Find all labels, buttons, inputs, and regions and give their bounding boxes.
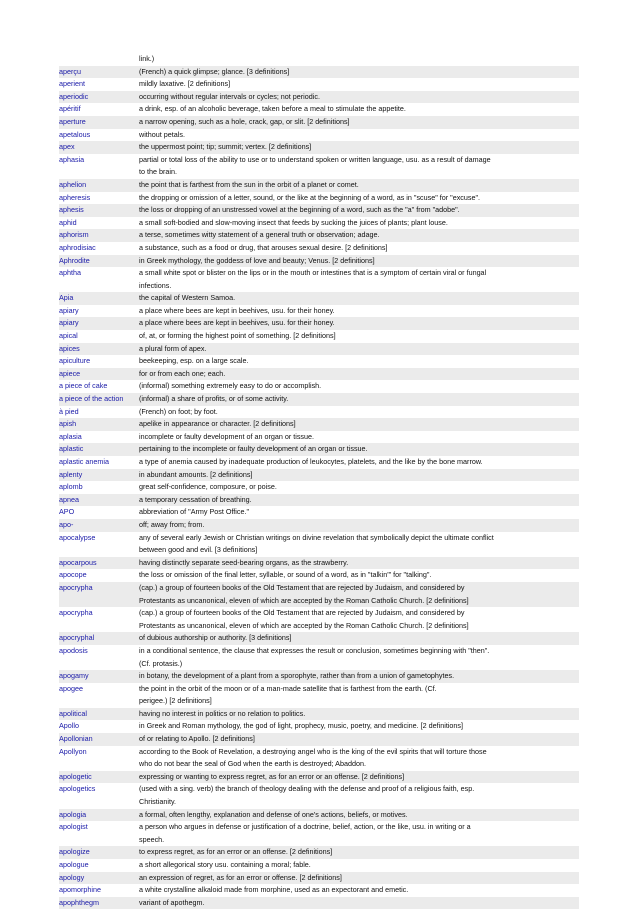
entry-term: a piece of the action [59,394,124,404]
dictionary-entry [59,343,579,356]
definition-line: abbreviation of "Army Post Office." [139,507,250,517]
entry-term: aphorism [59,230,89,240]
definition-line: incomplete or faulty development of an organ or tissue. [139,431,314,441]
definition-line: variant of apothegm. [139,897,205,907]
entry-definition [139,66,579,79]
entry-term: apologetic [59,771,92,781]
dictionary-entry [59,519,579,532]
dictionary-entry [59,179,579,192]
definition-line: off; away from; from. [139,519,205,529]
entry-definition [139,708,579,721]
entry-definition [139,519,579,532]
definition-line: in Greek mythology, the goddess of love and beauty; Venus. [2 definitions] [139,255,375,265]
dictionary-entry [59,506,579,519]
dictionary-entry [59,708,579,721]
dictionary-entry [59,569,579,582]
entry-definition [139,141,579,154]
entry-term: aplomb [59,482,83,492]
dictionary-entry [59,771,579,784]
definition-line: the dropping or omission of a letter, sound, or the like at the beginning of a word, as in "scuse" for "excuse". [139,192,481,202]
dictionary-entry [59,380,579,393]
dictionary-entry [59,154,579,179]
definition-line: Protestants as uncanonical, eleven of which are accepted by the Roman Catholic Church. [2 definitions] [139,620,469,630]
entry-term: apnea [59,494,79,504]
entry-term: apices [59,343,80,353]
entry-definition [139,884,579,897]
entry-term: apologist [59,822,88,832]
dictionary-entry [59,53,579,66]
definition-line: Christianity. [139,797,177,807]
definition-line: a terse, sometimes witty statement of a general truth or observation; adage. [139,230,380,240]
entry-definition [139,418,579,431]
entry-definition [139,897,579,909]
entry-definition [139,783,579,808]
definition-line: the capital of Western Samoa. [139,293,236,303]
entry-term: apomorphine [59,885,101,895]
dictionary-page [59,53,579,909]
entry-term: Aphrodite [59,255,90,265]
definition-line: speech. [139,834,165,844]
dictionary-entry [59,267,579,292]
entry-definition [139,670,579,683]
entry-term: aphesis [59,205,84,215]
definition-line: apelike in appearance or character. [2 definitions] [139,419,296,429]
definition-line: between good and evil. [3 definitions] [139,545,258,555]
entry-definition [139,443,579,456]
definition-line: to the brain. [139,167,177,177]
dictionary-entry [59,859,579,872]
entry-term: aperiodic [59,91,89,101]
dictionary-entry [59,242,579,255]
entry-term: Apollo [59,721,79,731]
definition-line: occurring without regular intervals or cycles; not periodic. [139,91,320,101]
dictionary-entry [59,582,579,607]
dictionary-entry [59,292,579,305]
definition-line: the loss or dropping of an unstressed vowel at the beginning of a word, such as the "a" from "adobe". [139,205,460,215]
definition-line: a white crystalline alkaloid made from morphine, used as an expectorant and emetic. [139,885,409,895]
dictionary-entry [59,720,579,733]
entry-term: aphtha [59,268,81,278]
entry-definition [139,305,579,318]
dictionary-entry [59,368,579,381]
entry-definition [139,771,579,784]
entry-term: aplenty [59,469,83,479]
dictionary-entry [59,872,579,885]
entry-term: aperçu [59,66,81,76]
dictionary-entry [59,846,579,859]
entry-definition [139,53,579,66]
dictionary-entry [59,809,579,822]
definition-line: an expression of regret, as for an error or offense. [2 definitions] [139,872,342,882]
entry-term: apophthegm [59,897,99,907]
entry-definition [139,368,579,381]
entry-term: apheresis [59,192,91,202]
entry-definition [139,582,579,607]
entry-term: apex [59,142,75,152]
definition-line: in botany, the development of a plant from a sporophyte, rather than from a union of gametophytes. [139,671,455,681]
definition-line: infections. [139,280,172,290]
dictionary-entry [59,431,579,444]
entry-definition [139,78,579,91]
dictionary-entry [59,116,579,129]
dictionary-entry [59,557,579,570]
entry-definition [139,821,579,846]
entry-term: apogee [59,683,83,693]
definition-line: a small soft-bodied and slow-moving insect that feeds by sucking the juices of plants; plant louse. [139,217,448,227]
dictionary-entry [59,746,579,771]
definition-line: a small white spot or blister on the lips or in the mouth or intestines that is a symptom of certain viral or fungal [139,268,487,278]
definition-line: a place where bees are kept in beehives, usu. for their honey. [139,305,335,315]
entry-term: apéritif [59,104,81,114]
entry-term: apical [59,331,78,341]
definition-line: any of several early Jewish or Christian writings on divine revelation that symbolically depict the ultimate conflict [139,532,494,542]
entry-definition [139,456,579,469]
entry-term: apocarpous [59,557,97,567]
entry-term: apo- [59,519,74,529]
definition-line: a substance, such as a food or drug, that arouses sexual desire. [2 definitions] [139,242,388,252]
entry-definition [139,154,579,179]
definition-line: link.) [139,54,155,63]
entry-term: apocryphal [59,633,95,643]
definition-line: a temporary cessation of breathing. [139,494,252,504]
dictionary-entry [59,443,579,456]
dictionary-entry [59,481,579,494]
entry-term: apogamy [59,671,89,681]
entry-term: aplastic [59,444,84,454]
entry-definition [139,532,579,557]
dictionary-entry [59,204,579,217]
definition-line: partial or total loss of the ability to use or to understand spoken or written language, usu. as a result of damage [139,154,491,164]
dictionary-entry [59,78,579,91]
entry-term: apocrypha [59,582,93,592]
definition-line: of or relating to Apollo. [2 definitions] [139,734,255,744]
dictionary-entry [59,255,579,268]
definition-line: a type of anemia caused by inadequate production of leukocytes, platelets, and the like by the bone marrow. [139,457,483,466]
entry-term: apologetics [59,784,96,794]
dictionary-entry [59,733,579,746]
dictionary-entry [59,141,579,154]
definition-line: to express regret, as for an error or an offense. [2 definitions] [139,847,333,857]
entry-definition [139,393,579,406]
entry-definition [139,859,579,872]
definition-line: the uppermost point; tip; summit; vertex. [2 definitions] [139,142,312,152]
definition-line: in Greek and Roman mythology, the god of light, prophecy, music, poetry, and medicine. [2 definitions] [139,721,464,731]
entry-definition [139,809,579,822]
dictionary-entry [59,192,579,205]
entry-term: a piece of cake [59,381,108,391]
dictionary-entry [59,317,579,330]
entry-definition [139,217,579,230]
definition-line: (French) on foot; by foot. [139,406,218,416]
entry-definition [139,431,579,444]
definition-line: a place where bees are kept in beehives, usu. for their honey. [139,318,335,328]
entry-term: apocope [59,570,87,580]
definition-line: in a conditional sentence, the clause that expresses the result or conclusion, sometimes beginning with "then". [139,645,490,655]
entry-definition [139,255,579,268]
entry-definition [139,355,579,368]
entry-definition [139,607,579,632]
entry-definition [139,380,579,393]
entry-definition [139,103,579,116]
entry-definition [139,557,579,570]
dictionary-entry [59,670,579,683]
entry-term: Apollonian [59,734,93,744]
entry-definition [139,720,579,733]
entry-term: APO [59,507,75,517]
entry-term: apodosis [59,645,88,655]
definition-line: having no interest in politics or no relation to politics. [139,708,306,718]
dictionary-entry [59,229,579,242]
entry-term: apocalypse [59,532,96,542]
dictionary-entry [59,645,579,670]
entry-definition [139,506,579,519]
definition-line: of dubious authorship or authority. [3 definitions] [139,633,292,643]
entry-term: aphelion [59,179,87,189]
entry-definition [139,569,579,582]
entry-definition [139,645,579,670]
dictionary-entry [59,217,579,230]
entry-term: aperient [59,79,85,89]
dictionary-entry [59,418,579,431]
entry-term: apiary [59,318,79,328]
definition-line: the point that is farthest from the sun in the orbit of a planet or comet. [139,179,359,189]
entry-term: Apia [59,293,74,303]
dictionary-entry [59,406,579,419]
definition-line: who do not bear the seal of God when the earth is destroyed; Abaddon. [139,759,366,769]
dictionary-entry [59,494,579,507]
definition-line: a person who argues in defense or justification of a doctrine, belief, action, or the like, usu. in writing or a [139,822,471,832]
entry-definition [139,733,579,746]
entry-definition [139,746,579,771]
entry-definition [139,192,579,205]
entry-definition [139,872,579,885]
entry-definition [139,317,579,330]
entry-term: apiece [59,368,81,378]
definition-line: the point in the orbit of the moon or of a man-made satellite that is farthest from the earth. (Cf. [139,683,437,693]
dictionary-entry [59,330,579,343]
dictionary-entry [59,456,579,469]
entry-definition [139,242,579,255]
entry-term: aplastic anemia [59,457,109,466]
entry-term: apologia [59,809,87,819]
definition-line: a formal, often lengthy, explanation and defense of one's actions, beliefs, or motives. [139,809,408,819]
entry-term: apiculture [59,356,91,366]
definition-line: having distinctly separate seed-bearing organs, as the strawberry. [139,557,349,567]
entry-definition [139,330,579,343]
entry-term: apologize [59,847,90,857]
dictionary-entry [59,607,579,632]
definition-line: (Cf. protasis.) [139,658,183,668]
dictionary-entry [59,821,579,846]
definition-line: of, at, or forming the highest point of something. [2 definitions] [139,331,336,341]
entry-definition [139,292,579,305]
entry-definition [139,267,579,292]
definition-line: beekeeping, esp. on a large scale. [139,356,249,366]
dictionary-entry [59,355,579,368]
dictionary-entry [59,129,579,142]
entry-term: apocrypha [59,608,93,618]
entry-definition [139,406,579,419]
definition-line: a plural form of apex. [139,343,207,353]
entry-term [59,53,139,66]
definition-line: perigee.) [2 definitions] [139,696,212,706]
entry-term: aplasia [59,431,82,441]
dictionary-entry [59,469,579,482]
entry-term: apology [59,872,85,882]
entry-definition [139,343,579,356]
dictionary-entry [59,91,579,104]
dictionary-entry [59,884,579,897]
entry-definition [139,494,579,507]
definition-line: (informal) something extremely easy to do or accomplish. [139,381,322,391]
definition-line: mildly laxative. [2 definitions] [139,79,231,89]
entry-definition [139,129,579,142]
entry-term: aphrodisiac [59,242,96,252]
definition-line: (used with a sing. verb) the branch of theology dealing with the defense and proof of a religious faith, esp. [139,784,475,794]
entry-term: apetalous [59,129,91,139]
entry-term: apish [59,419,77,429]
dictionary-entry [59,532,579,557]
definition-line: Protestants as uncanonical, eleven of which are accepted by the Roman Catholic Church. [2 definitions] [139,595,469,605]
entry-term: aphasia [59,154,85,164]
definition-line: (informal) a share of profits, or of some activity. [139,394,289,404]
entry-term: à pied [59,406,79,416]
definition-line: a narrow opening, such as a hole, crack, gap, or slit. [2 definitions] [139,116,350,126]
definition-line: expressing or wanting to express regret, as for an error or an offense. [2 definitions] [139,771,405,781]
definition-line: according to the Book of Revelation, a destroying angel who is the king of the evil spirits that will torture those [139,746,487,756]
dictionary-entry [59,305,579,318]
dictionary-entry [59,683,579,708]
entry-term: apiary [59,305,79,315]
entry-term: apolitical [59,708,87,718]
dictionary-entry [59,783,579,808]
entry-definition [139,229,579,242]
entry-term: apologue [59,860,89,869]
definition-line: for or from each one; each. [139,368,226,378]
dictionary-entry [59,103,579,116]
definition-line: the loss or omission of the final letter, syllable, or sound of a word, as in "talkin'" for "talking". [139,570,432,580]
entry-term: aperture [59,116,86,126]
entry-definition [139,846,579,859]
definition-line: (cap.) a group of fourteen books of the Old Testament that are rejected by Judaism, and considered by [139,582,465,592]
dictionary-entry [59,66,579,79]
entry-definition [139,116,579,129]
definition-line: (French) a quick glimpse; glance. [3 definitions] [139,66,290,76]
definition-line: without petals. [139,129,185,139]
definition-line: (cap.) a group of fourteen books of the Old Testament that are rejected by Judaism, and considered by [139,608,465,618]
definition-line: a drink, esp. of an alcoholic beverage, taken before a meal to stimulate the appetite. [139,104,406,114]
entry-definition [139,481,579,494]
definition-line: great self-confidence, composure, or poise. [139,482,277,492]
dictionary-entry [59,393,579,406]
entry-definition [139,204,579,217]
definition-line: pertaining to the incomplete or faulty development of an organ or tissue. [139,444,368,454]
definition-line: a short allegorical story usu. containing a moral; fable. [139,860,311,869]
entry-definition [139,632,579,645]
definition-line: in abundant amounts. [2 definitions] [139,469,253,479]
entry-term: aphid [59,217,77,227]
entry-definition [139,469,579,482]
dictionary-entry [59,897,579,909]
entry-term: Apollyon [59,746,87,756]
dictionary-entry [59,632,579,645]
entry-definition [139,179,579,192]
entry-definition [139,91,579,104]
entry-definition [139,683,579,708]
